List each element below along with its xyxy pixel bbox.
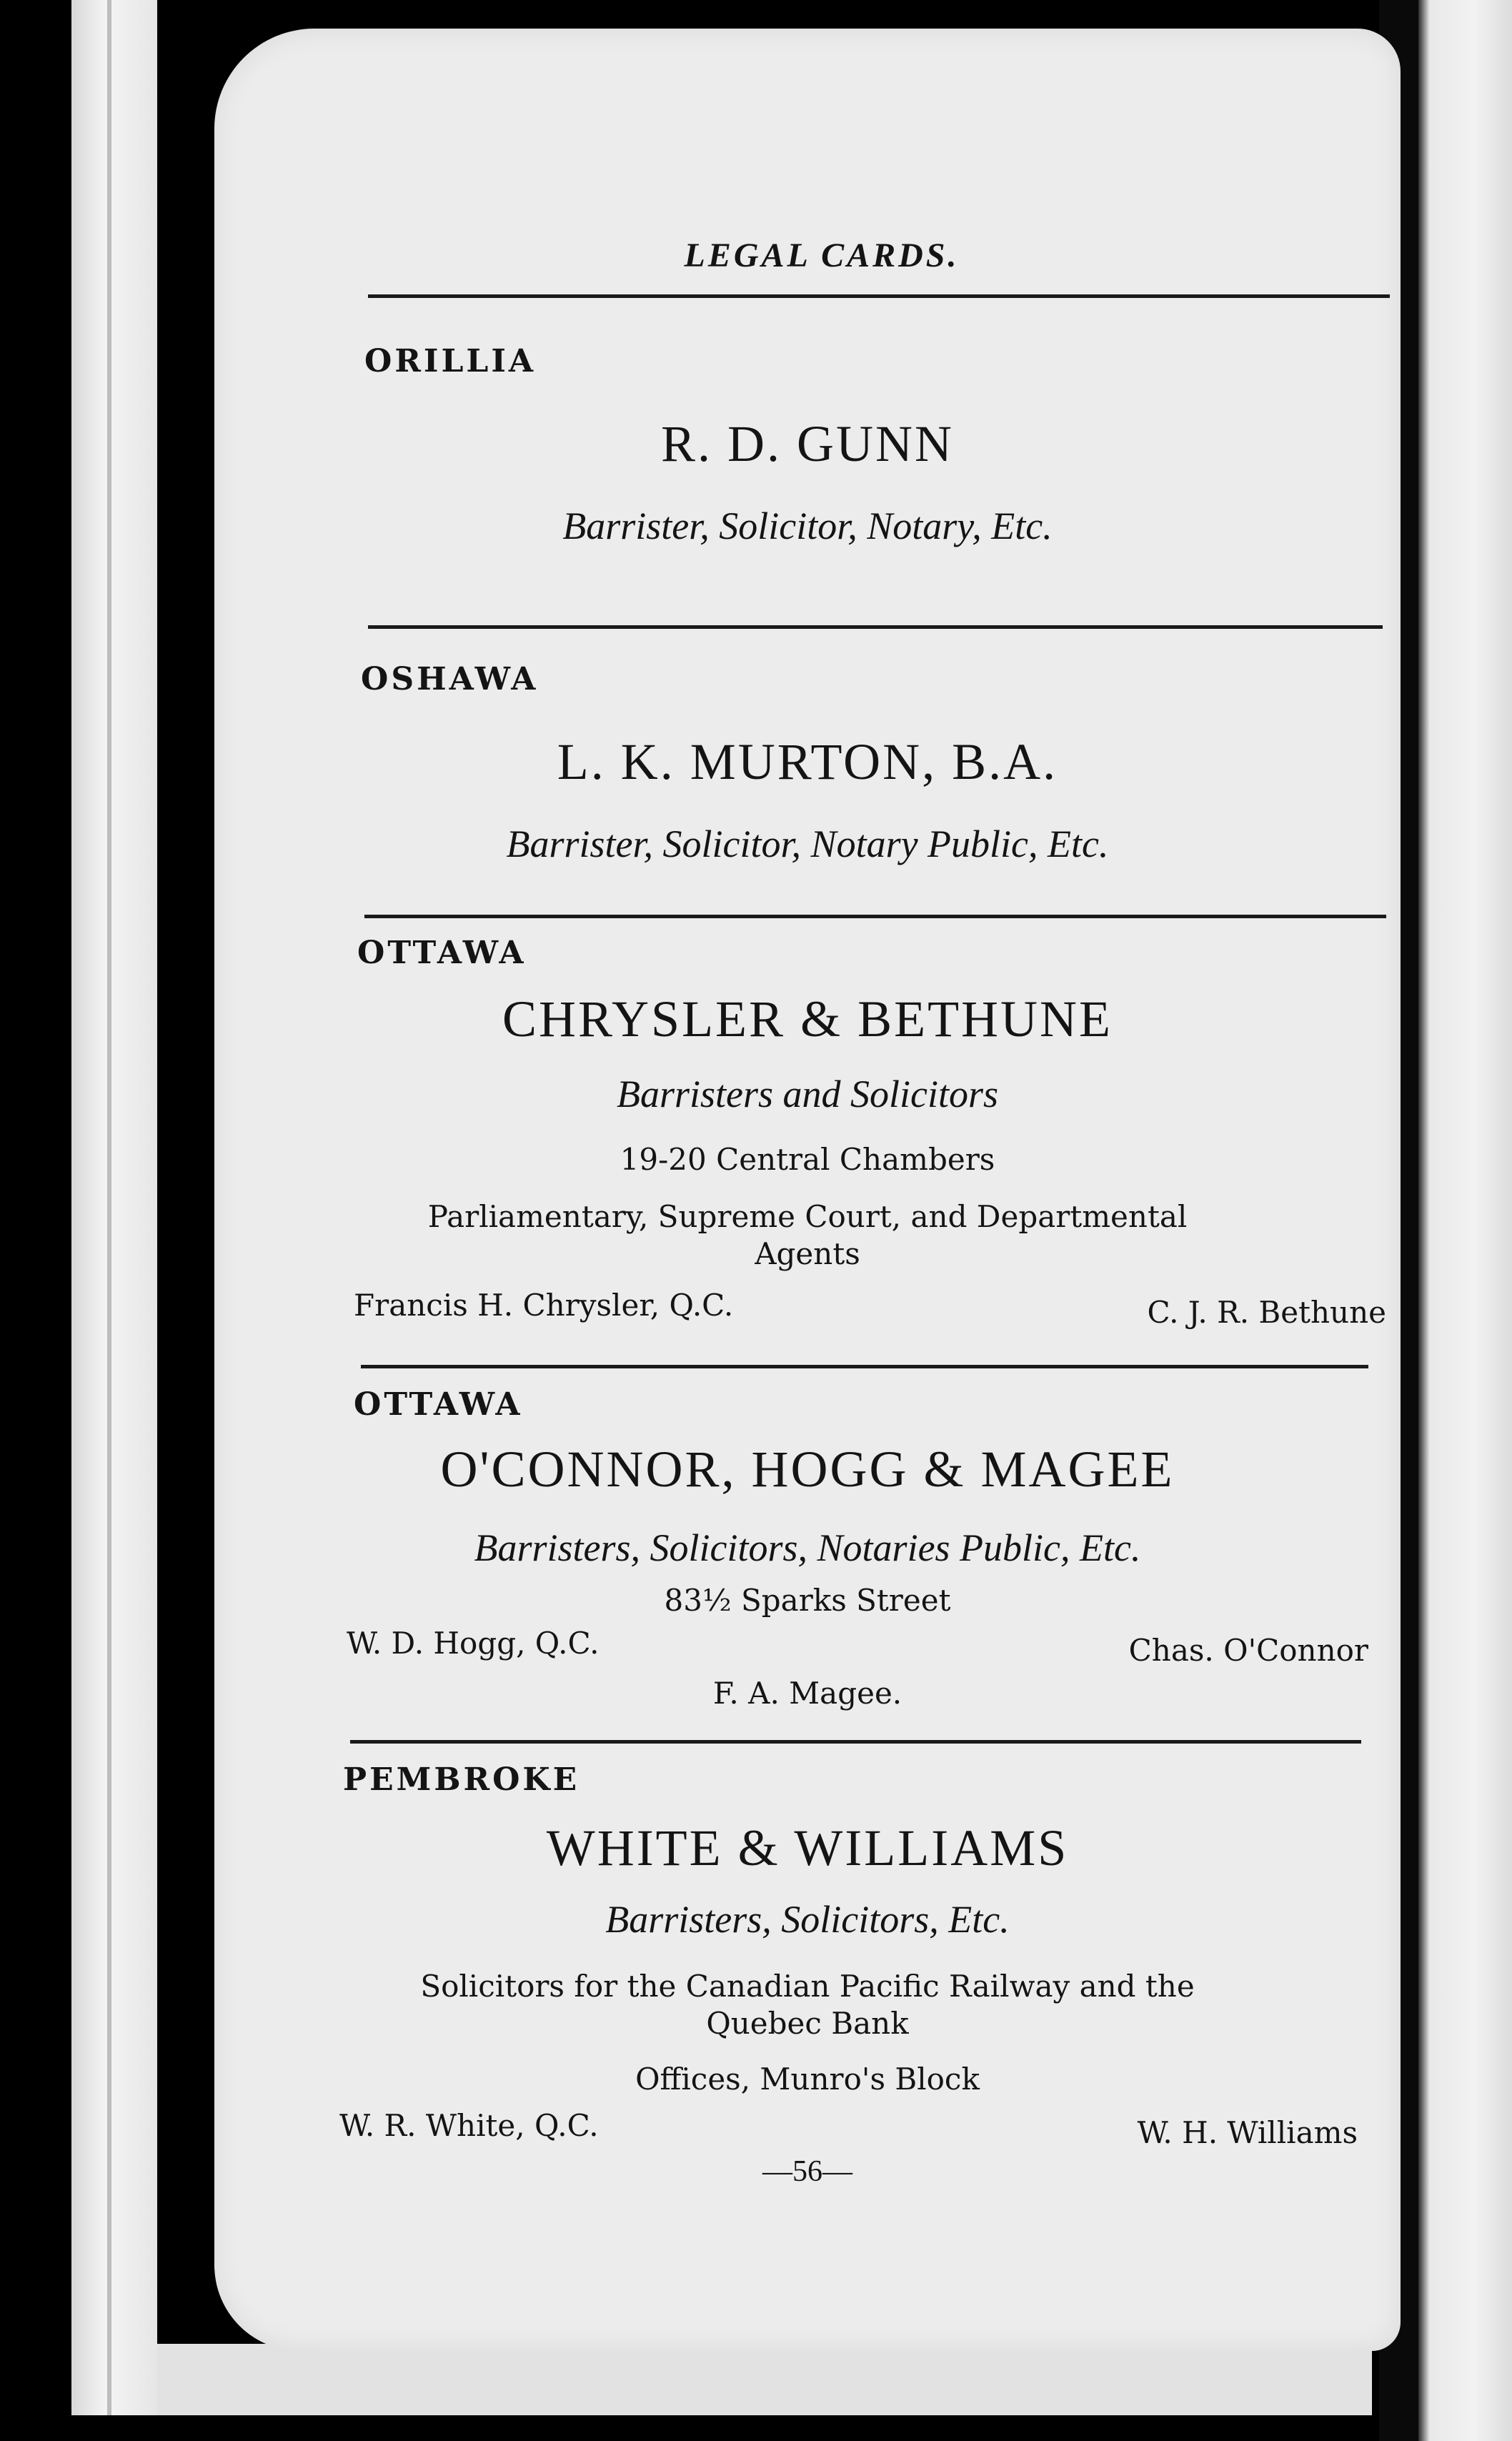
spine-fold-line <box>107 0 111 2415</box>
card-divider <box>364 915 1386 918</box>
header-rule <box>368 294 1390 298</box>
facing-page-edge <box>1418 0 1512 2441</box>
card-description: Barristers, Solicitors, Notaries Public, Etc. <box>474 1526 1141 1569</box>
card-divider <box>368 625 1383 629</box>
book-spine-margin <box>71 0 157 2415</box>
card-partner-right: Chas. O'Connor <box>1128 1633 1368 1668</box>
card-partner-right: C. J. R. Bethune <box>1147 1295 1386 1330</box>
card-divider <box>350 1740 1361 1744</box>
card-partner-left: Francis H. Chrysler, Q.C. <box>354 1288 734 1323</box>
card-divider <box>361 1365 1368 1368</box>
card-description: Barristers, Solicitors, Etc. <box>605 1898 1010 1941</box>
page-number: —56— <box>762 2155 852 2188</box>
card-description: Barrister, Solicitor, Notary Public, Etc. <box>506 822 1109 865</box>
page-bottom-margin <box>157 2344 1372 2415</box>
card-city: OSHAWA <box>361 661 539 697</box>
card-city: ORILLIA <box>364 343 537 379</box>
card-note-line: Quebec Bank <box>706 2006 909 2041</box>
card-city: OTTAWA <box>357 935 527 971</box>
card-partner-right: W. H. Williams <box>1137 2115 1358 2150</box>
card-note-line: Solicitors for the Canadian Pacific Railway and the <box>420 1969 1195 2004</box>
page-content <box>214 29 1401 2351</box>
card-firm-name: L. K. MURTON, B.A. <box>557 733 1058 790</box>
running-head: LEGAL CARDS. <box>684 237 960 274</box>
card-partner-left: W. R. White, Q.C. <box>339 2108 599 2143</box>
card-city: OTTAWA <box>354 1386 523 1423</box>
card-firm-name: WHITE & WILLIAMS <box>546 1819 1069 1876</box>
card-firm-name: CHRYSLER & BETHUNE <box>502 990 1113 1048</box>
card-address: 19-20 Central Chambers <box>620 1142 995 1177</box>
card-partner-left: W. D. Hogg, Q.C. <box>347 1626 600 1661</box>
card-description: Barrister, Solicitor, Notary, Etc. <box>562 504 1053 547</box>
card-partner-center: F. A. Magee. <box>712 1676 902 1711</box>
card-note-line: Agents <box>755 1236 860 1271</box>
card-firm-name: O'CONNOR, HOGG & MAGEE <box>440 1441 1175 1498</box>
card-description: Barristers and Solicitors <box>616 1073 999 1115</box>
card-address: Offices, Munro's Block <box>635 2062 980 2097</box>
card-note-line: Parliamentary, Supreme Court, and Departmental <box>427 1199 1188 1234</box>
card-address: 83½ Sparks Street <box>664 1583 951 1618</box>
book-page <box>214 29 1401 2351</box>
card-city: PEMBROKE <box>343 1761 580 1798</box>
card-firm-name: R. D. GUNN <box>660 415 954 472</box>
